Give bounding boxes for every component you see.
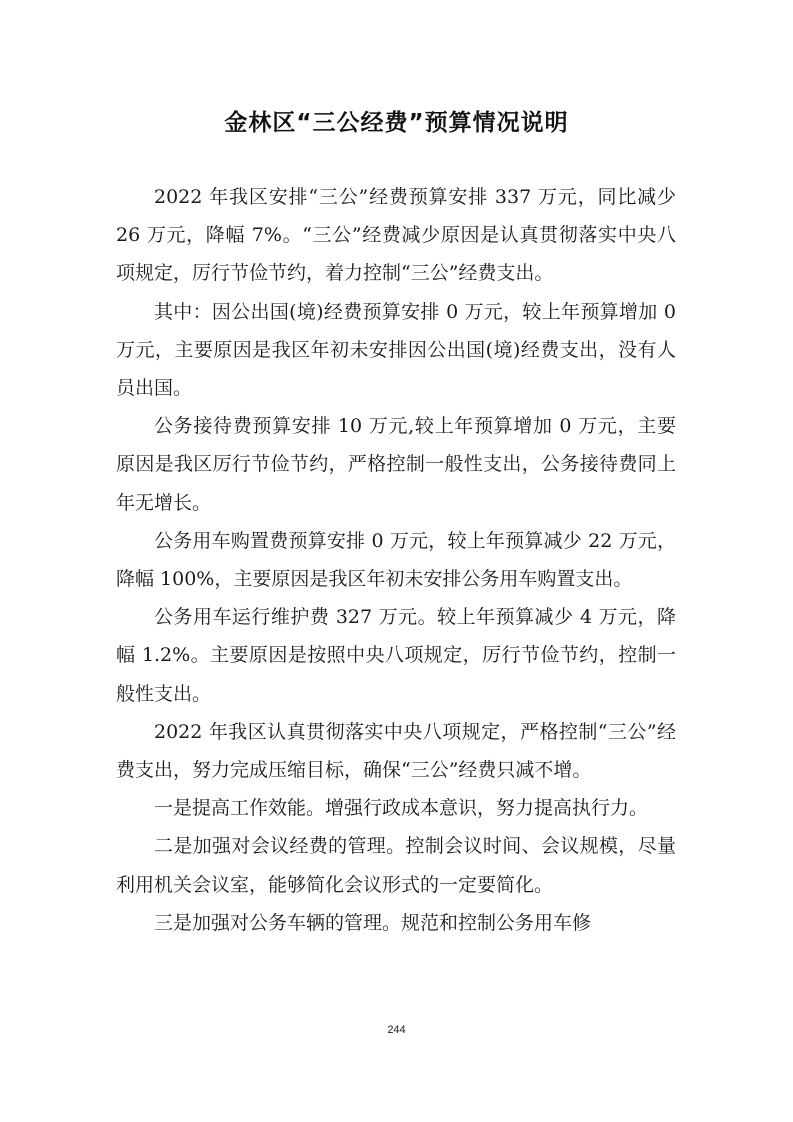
- paragraph-measure-three: 三是加强对公务车辆的管理。规范和控制公务用车修: [154, 911, 592, 934]
- paragraph-measure-two: 二是加强对会议经费的管理。控制会议时间、会议规模，尽量利用机关会议室，能够简化会议形式的一定要简化。: [116, 835, 676, 896]
- paragraph-vehicle-maintenance: 公务用车运行维护费 327 万元。较上年预算减少 4 万元，降幅 1.2%。主要原因是按照中央八项规定，厉行节俭节约，控制一般性支出。: [116, 606, 676, 705]
- paragraph-vehicle-purchase: 公务用车购置费预算安排 0 万元，较上年预算减少 22 万元，降幅 100%，主要原因是我区年初未安排公务用车购置支出。: [116, 529, 676, 591]
- page-number: 244: [387, 1024, 406, 1036]
- paragraph-budget-summary: 2022 年我区安排“三公”经费预算安排 337 万元，同比减少 26 万元，降幅 7%。“三公”经费减少原因是认真贯彻落实中央八项规定，厉行节俭节约，着力控制“三公”经费支出。: [116, 186, 676, 285]
- paragraph-official-reception: 公务接待费预算安排 10 万元,较上年预算增加 0 万元，主要原因是我区厉行节俭节约，严格控制一般性支出，公务接待费同上年无增长。: [116, 415, 676, 514]
- paragraph-measure-one: 一是提高工作效能。增强行政成本意识，努力提高执行力。: [154, 797, 649, 820]
- paragraph-overseas-travel: 其中：因公出国(境)经费预算安排 0 万元，较上年预算增加 0 万元，主要原因是我区年初未安排因公出国(境)经费支出，没有人员出国。: [116, 300, 676, 400]
- paragraph-control-measures: 2022 年我区认真贯彻落实中央八项规定，严格控制“三公”经费支出，努力完成压缩目标，确保“三公”经费只减不增。: [116, 720, 676, 782]
- document-body: [116, 178, 676, 942]
- page-title: 金林区“三公经费”预算情况说明: [224, 110, 569, 136]
